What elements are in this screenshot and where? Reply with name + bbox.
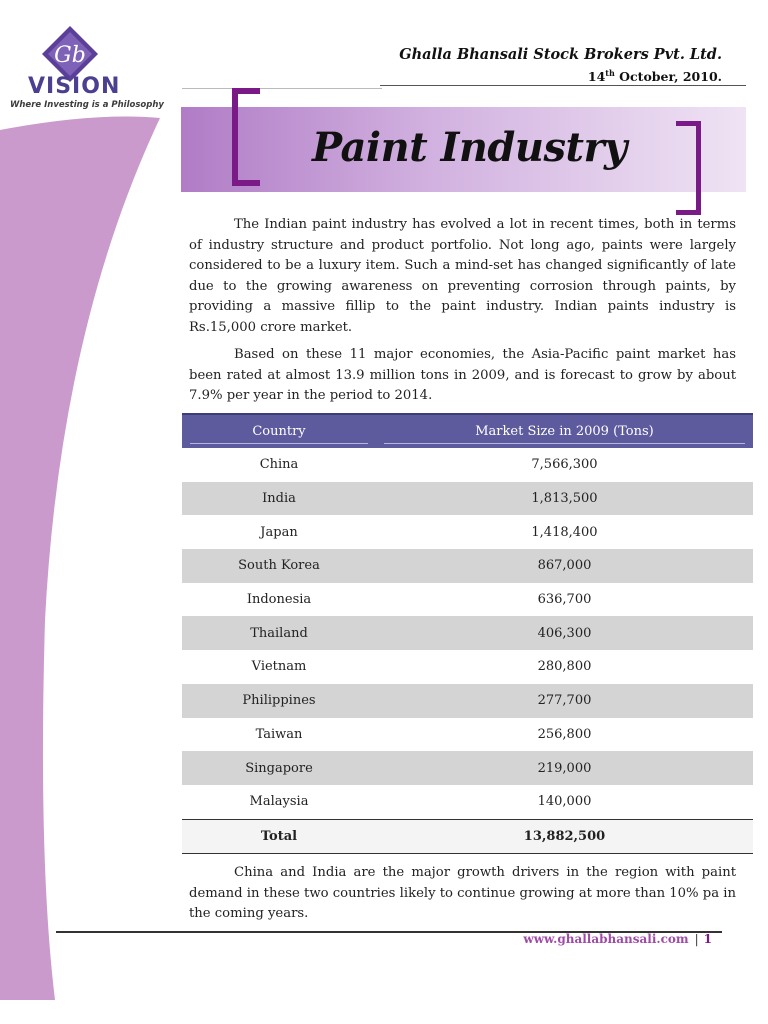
country-cell: Philippines [242,693,316,709]
date-rest: October, 2010. [614,69,722,85]
header-rule [380,85,746,86]
market-paragraph [189,345,736,407]
country-cell: South Korea [238,558,320,574]
table-row [182,650,753,684]
logo-word: VISION [28,74,121,99]
table-row [182,549,753,583]
page-number: 1 [703,932,712,946]
intro-paragraph [189,215,736,338]
website-link[interactable]: www.ghallabhansali.com [523,932,689,946]
total-label: Total [260,828,298,844]
country-cell: China [259,457,299,473]
growth-text: China and India are the major growth drivers in the region with paint demand in these two countries likely to continue growing at more than 10% pa in the coming years. [189,865,736,921]
table-row [182,718,753,752]
market-size-cell: 256,800 [537,726,592,742]
footer-separator: | [694,932,699,946]
market-size-cell: 406,300 [537,625,592,641]
country-cell: Indonesia [246,592,312,608]
report-date [588,68,722,84]
market-size-cell: 219,000 [537,760,592,776]
country-cell: Malaysia [249,794,309,810]
table-row [182,785,753,819]
market-size-cell: 636,700 [537,592,592,608]
company-logo [6,26,162,116]
table-row [182,684,753,718]
market-size-cell: 7,566,300 [531,457,598,473]
date-suffix: th [605,68,615,78]
market-size-cell: 1,813,500 [531,491,598,507]
table-row [182,616,753,650]
header-country: Country [182,415,376,448]
intro-text: The Indian paint industry has evolved a lot in recent times, both in terms of industry structure and product portfolio. Not long ago, paints were largely considered to be a luxury item. Such a mind-set has changed significantly of late due to the growing awareness on preventing corrosion through paints, by providing a massive fillip to the paint industry. Indian paints industry is Rs.15,000 crore market. [189,217,736,335]
table-row [182,751,753,785]
decorative-left-band [0,0,200,1024]
footer [523,932,712,946]
growth-paragraph [189,863,736,925]
country-cell: Singapore [245,760,313,776]
table-body [182,448,753,819]
country-cell: Thailand [250,625,308,641]
header-rule-light [182,88,382,89]
header-market-size: Market Size in 2009 (Tons) [376,415,753,448]
page-title: Paint Industry [312,124,627,171]
market-size-cell: 277,700 [537,693,592,709]
country-cell: Taiwan [255,726,303,742]
table-total-row [182,819,753,855]
market-text: Based on these 11 major economies, the Asia-Pacific paint market has been rated at almost 13.9 million tons in 2009, and is forecast to grow by about 7.9% per year in the period to 2014. [189,347,736,403]
country-cell: Japan [260,524,298,540]
market-size-cell: 1,418,400 [531,524,598,540]
logo-tagline: Where Investing is a Philosophy [10,100,164,110]
right-bracket-decoration [676,121,701,215]
market-size-cell: 867,000 [537,558,592,574]
table-row [182,448,753,482]
country-cell: Vietnam [251,659,307,675]
table-row [182,515,753,549]
svg-text:Gb: Gb [54,43,86,68]
table-header [182,413,753,448]
total-value: 13,882,500 [523,828,606,844]
company-name: Ghalla Bhansali Stock Brokers Pvt. Ltd. [399,46,722,63]
country-cell: India [262,491,296,507]
table-row [182,482,753,516]
market-size-cell: 280,800 [537,659,592,675]
left-bracket-decoration [232,88,260,186]
table-row [182,583,753,617]
market-size-cell: 140,000 [537,794,592,810]
date-day: 14 [587,69,606,85]
market-size-table [182,413,753,854]
